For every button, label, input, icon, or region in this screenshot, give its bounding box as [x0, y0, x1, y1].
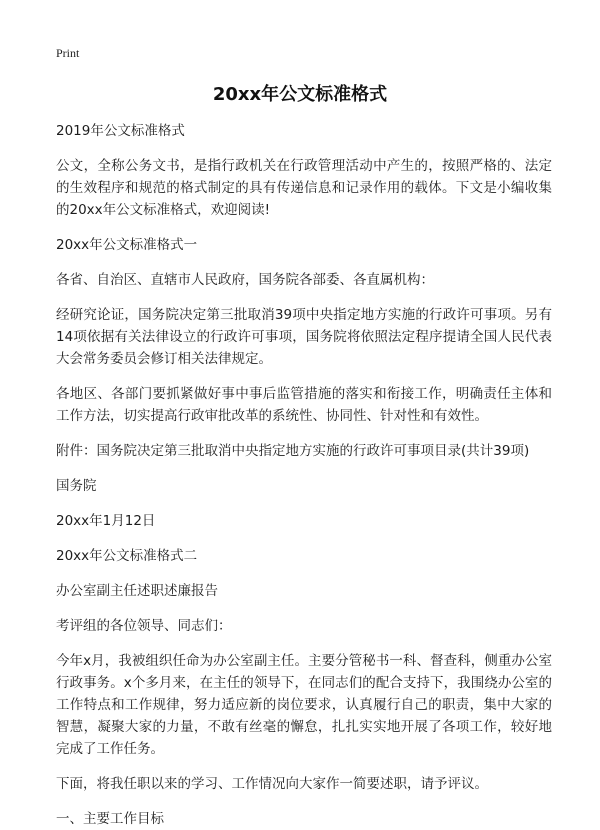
paragraph-decision: 经研究论证，国务院决定第三批取消39项中央指定地方实施的行政许可事项。另有14项依据有关法律设立的行政许可事项，国务院将依照法定程序提请全国人民代表大会常务委员会修订相关法律规定。: [56, 307, 552, 367]
paragraph-section-one-heading: 20xx年公文标准格式一: [56, 237, 198, 253]
document-body: [56, 120, 552, 830]
paragraph-issuer: 国务院: [56, 478, 97, 494]
paragraph-report-title: 办公室副主任述职述廉报告: [56, 583, 218, 599]
paragraph-subtitle-2019: 2019年公文标准格式: [56, 123, 185, 139]
paragraph-intro: 公文，全称公务文书，是指行政机关在行政管理活动中产生的，按照严格的、法定的生效程序和规范的格式制定的具有传递信息和记录作用的载体。下文是小编收集的20xx年公文标准格式，欢迎阅读!: [56, 158, 552, 218]
paragraph-section-two-heading: 20xx年公文标准格式二: [56, 548, 198, 564]
paragraph-report-body: 今年x月，我被组织任命为办公室副主任。主要分管秘书一科、督查科，侧重办公室行政事务。x个多月来，在主任的领导下，在同志们的配合支持下，我围绕办公室的工作特点和工作规律，努力适应新的岗位要求，认真履行自己的职责，集中大家的智慧，凝聚大家的力量，不敢有丝毫的懈怠，扎扎实实地开展了各项工作，较好地完成了工作任务。: [56, 653, 552, 757]
document-title: 20xx年公文标准格式: [212, 84, 388, 105]
paragraph-requirements: 各地区、各部门要抓紧做好事中事后监管措施的落实和衔接工作，明确责任主体和工作方法，切实提高行政审批改革的系统性、协同性、针对性和有效性。: [56, 386, 552, 424]
print-link[interactable]: Print: [56, 46, 80, 60]
paragraph-addressees: 各省、自治区、直辖市人民政府，国务院各部委、各直属机构：: [56, 272, 434, 288]
paragraph-greeting: 考评组的各位领导、同志们：: [56, 618, 232, 634]
paragraph-goals-heading: 一、主要工作目标: [56, 811, 164, 827]
paragraph-attachment: 附件：国务院决定第三批取消中央指定地方实施的行政许可事项目录(共计39项): [56, 443, 530, 459]
paragraph-date: 20xx年1月12日: [56, 513, 156, 529]
paragraph-report-intro: 下面，将我任职以来的学习、工作情况向大家作一简要述职，请予评议。: [56, 776, 488, 792]
